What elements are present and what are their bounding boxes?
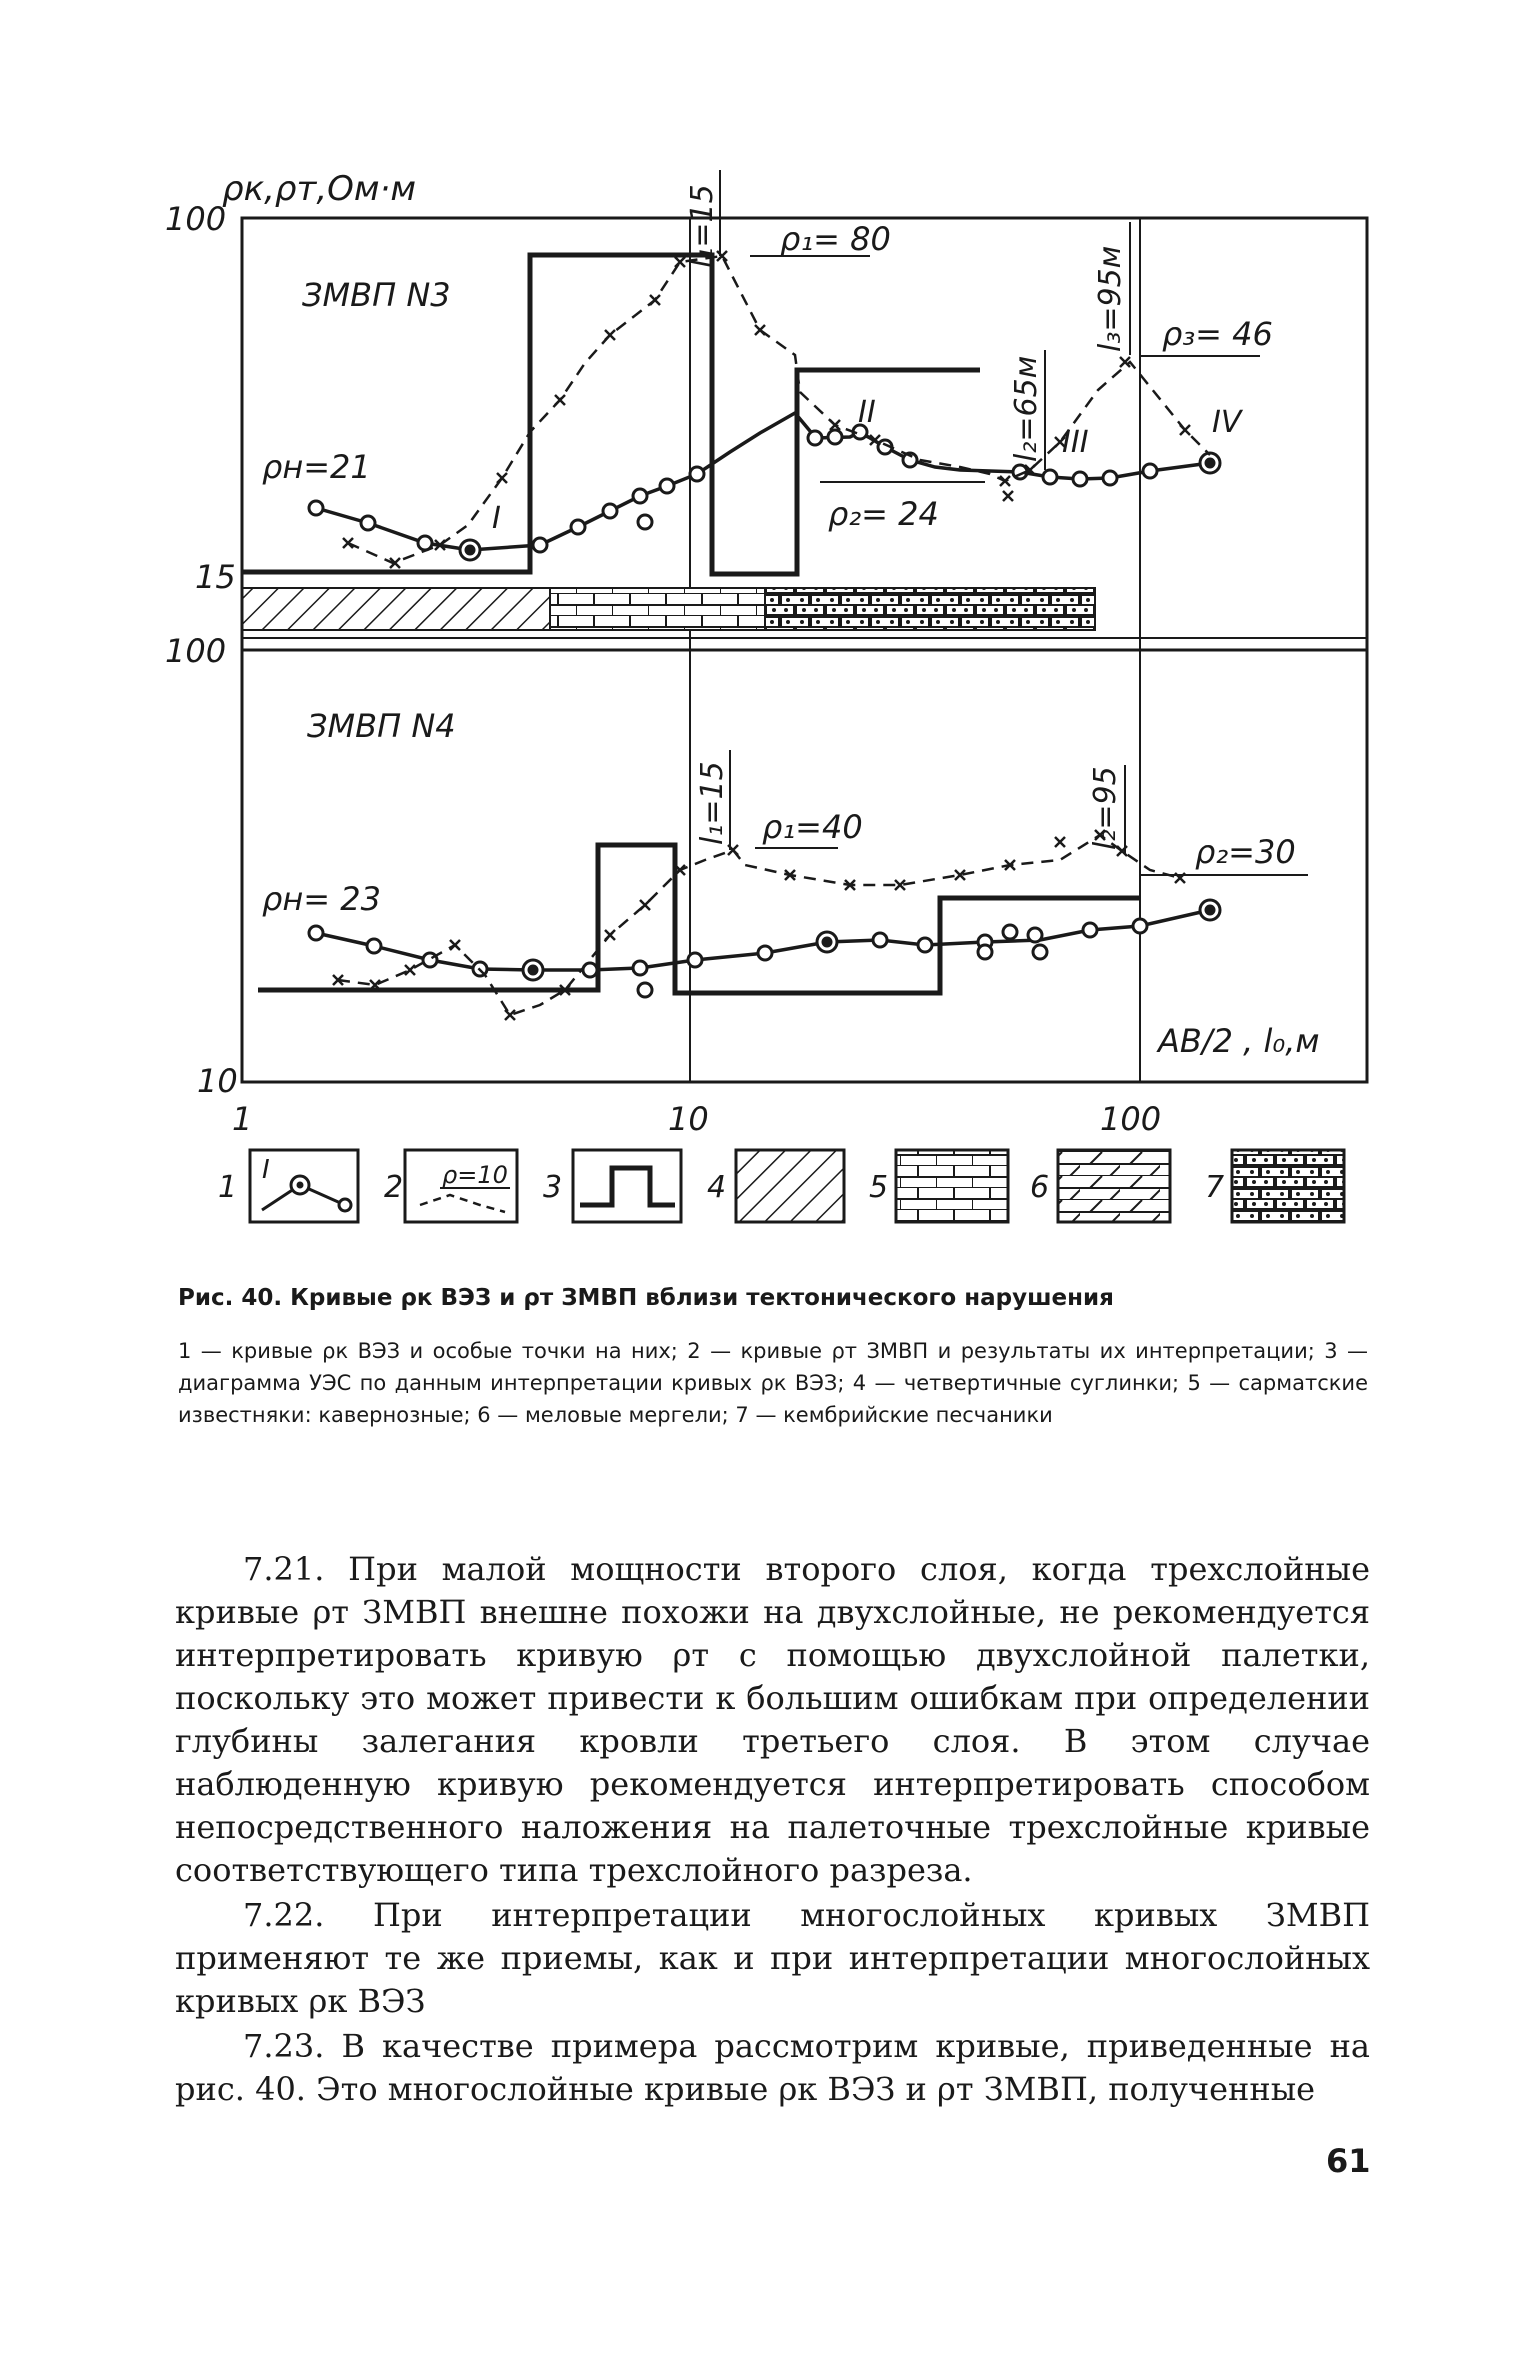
top-tem-points	[343, 251, 1190, 568]
legend	[218, 1150, 1344, 1222]
top-l3: l₃=95м	[1093, 245, 1128, 352]
top-rho1: ρ₁= 80	[780, 220, 891, 258]
bottom-ves-points	[309, 900, 1220, 997]
legend-item-7	[1205, 1150, 1344, 1222]
x-tick-1: 1	[232, 1100, 253, 1138]
bottom-panel-title: ЗМВП N4	[307, 707, 456, 745]
legend-num-2: 2	[384, 1170, 404, 1205]
paragraph-7-21: 7.21. При малой мощности второго слоя, когда трехслойные кривые ρт ЗМВП внешне похожи на двухслойные, не рекомендуется интерпретировать кривую ρт с помощью двухслойной палетки, поскольку это может привести к большим ошибкам при определении глубины залегания кровли третьего слоя. В этом случае наблюденную кривую рекомендуется интерпретировать способом непосредственного наложения на палеточные трехслойные кривые соответствующего типа трехслойного разреза.	[175, 1550, 1370, 1889]
legend-item-4	[707, 1150, 844, 1222]
legend-inner-1: I	[262, 1155, 270, 1185]
bottom-l1: l₁=15	[695, 761, 730, 845]
figure-caption-title: Рис. 40. Кривые ρк ВЭЗ и ρт ЗМВП вблизи тектонического нарушения	[178, 1285, 1114, 1311]
figure-caption-legend: 1 — кривые ρк ВЭЗ и особые точки на них; 2 — кривые ρт ЗМВП и результаты их интерпретации; 3 — диаграмма УЭС по данным интерпретации кривых ρк ВЭЗ; 4 — четвертичные суглинки; 5 — сарматские известняки: кавернозные; 6 — меловые мергели; 7 — кембрийские песчаники	[178, 1339, 1368, 1427]
legend-item-2	[384, 1150, 517, 1222]
top-point-label-1: I	[492, 501, 501, 536]
legend-num-3: 3	[543, 1170, 563, 1205]
legend-item-5	[869, 1150, 1008, 1222]
y-axis-label: ρк,ρт,Ом·м	[222, 169, 416, 209]
legend-num-7: 7	[1205, 1170, 1225, 1205]
top-point-label-4: IV	[1212, 405, 1242, 440]
bottom-l2: l₂=95	[1088, 766, 1123, 850]
x-axis-label-text: AB/2 , l₀,м	[1158, 1022, 1320, 1060]
top-rho3: ρ₃= 46	[1162, 315, 1273, 353]
legend-num-6: 6	[1030, 1170, 1050, 1205]
page-number: 61	[1326, 2142, 1371, 2180]
legend-item-6	[1030, 1150, 1170, 1222]
top-l1: l₁=15	[685, 184, 720, 268]
top-y-tick-15: 15	[195, 558, 236, 596]
legend-num-1: 1	[218, 1170, 238, 1205]
paragraph-7-23: 7.23. В качестве примера рассмотрим кривые, приведенные на рис. 40. Это многослойные кривые ρк ВЭЗ и ρт ЗМВП, полученные	[175, 2027, 1370, 2108]
top-rho-n: ρн=21	[262, 448, 371, 486]
bottom-rho2: ρ₂=30	[1195, 833, 1296, 871]
top-tem-curve	[348, 256, 1210, 563]
top-l2: l₂=65м	[1009, 355, 1044, 462]
legend-item-1	[218, 1150, 358, 1222]
top-point-label-3: III	[1062, 425, 1089, 460]
legend-num-4: 4	[707, 1170, 727, 1205]
x-axis-label	[1156, 1022, 1320, 1060]
top-point-label-2: II	[858, 395, 876, 430]
top-panel-title: ЗМВП N3	[302, 276, 451, 314]
x-tick-10: 10	[668, 1100, 709, 1138]
bottom-y-tick-10: 10	[197, 1062, 238, 1100]
bottom-rho-n: ρн= 23	[262, 880, 381, 918]
strata-column	[242, 588, 1367, 638]
bottom-rho1: ρ₁=40	[762, 808, 863, 846]
x-tick-100: 100	[1100, 1100, 1162, 1138]
paragraph-7-22: 7.22. При интерпретации многослойных кривых ЗМВП применяют те же приемы, как и при интерпретации многослойных кривых ρк ВЭЗ	[175, 1896, 1370, 2020]
top-rho2: ρ₂= 24	[828, 495, 939, 533]
legend-num-5: 5	[869, 1170, 889, 1205]
legend-inner-2: ρ=10	[442, 1161, 508, 1189]
body-text	[175, 1548, 1370, 2111]
bottom-y-tick-100: 100	[165, 632, 227, 670]
top-y-tick-100: 100	[165, 200, 227, 238]
legend-item-3	[543, 1150, 681, 1222]
